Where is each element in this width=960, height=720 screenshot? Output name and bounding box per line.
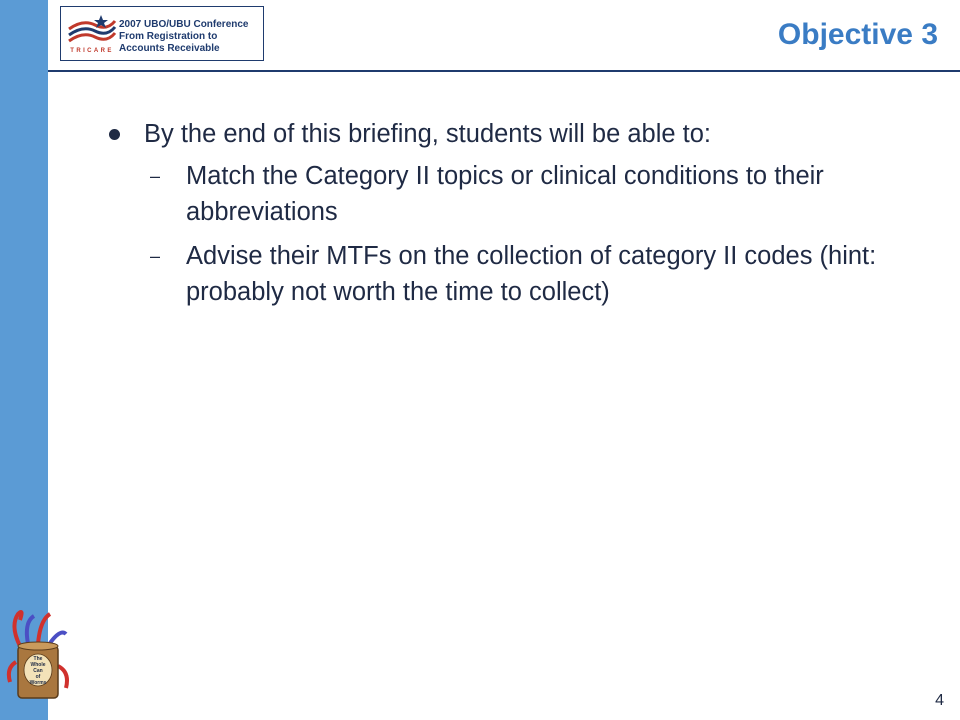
conference-logo xyxy=(60,6,264,61)
mascot-line-1: The xyxy=(33,656,43,662)
logo-brand-text: TRICARE xyxy=(70,48,114,54)
sub-bullet xyxy=(104,158,924,230)
sub-bullet xyxy=(104,238,924,310)
logo-caption xyxy=(119,19,248,55)
sub-bullet-text: Match the Category II topics or clinical conditions to their abbreviations xyxy=(186,162,824,226)
bullet-dot-icon xyxy=(109,129,120,140)
header-divider xyxy=(48,70,960,72)
logo-line-1: 2007 UBO/UBU Conference xyxy=(119,19,249,30)
slide-body xyxy=(104,116,924,318)
logo-line-2: From Registration to xyxy=(119,31,218,42)
mascot-line-5: Worms xyxy=(29,680,47,686)
dash-icon: – xyxy=(150,166,161,186)
page-number: 4 xyxy=(935,692,944,709)
mascot-line-2: Whole xyxy=(30,662,46,668)
sub-bullet-text: Advise their MTFs on the collection of category II codes (hint: probably not worth the time to collect) xyxy=(186,242,877,306)
can-of-worms-mascot-icon xyxy=(6,606,72,706)
main-bullet-text: By the end of this briefing, students will be able to: xyxy=(144,120,712,148)
main-bullet xyxy=(104,116,924,152)
logo-line-3: Accounts Receivable xyxy=(119,43,220,54)
dash-icon: – xyxy=(150,246,161,266)
tricare-logo-icon xyxy=(65,11,119,55)
mascot-line-4: of xyxy=(35,674,41,680)
slide-title: Objective 3 xyxy=(777,18,938,51)
mascot-line-3: Can xyxy=(33,668,43,674)
